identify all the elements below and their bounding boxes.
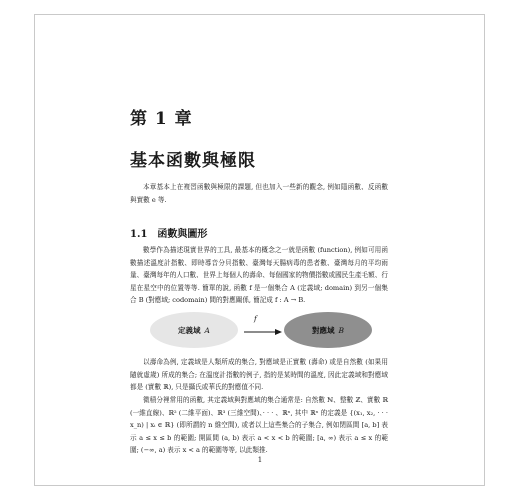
domain-var: A <box>204 325 210 335</box>
codomain-var: B <box>338 325 344 335</box>
paragraph-common-sets: 微積分裡常用的函數, 其定義域與對應域的集合通常是: 自然數 ℕ、整數 ℤ、實數 ℝ (一維直線)、ℝ² (二維平面)、ℝ³ (三維空間)、· · · 、ℝⁿ, 其中 ℝⁿ 的定義是 {(x₁, x₂, · · · x_n) | xᵢ ∈ ℝ} (即所謂的 n 維空間), 或者以上這些集合的子集合, 例如閉區間 [a, b] 表示 a ≤ x ≤ b 的範圍; 開區間 (a, b) 表示 a < x < b 的範圍; [a, ∞) 表示 a ≤ x 的範圍; (−∞, a) 表示 x < a 的範圍等等, 以此類推. <box>130 396 388 455</box>
chapter-label: 第 1 章 <box>130 109 193 129</box>
section-title: 函數與圖形 <box>157 229 208 240</box>
domain-label: 定義域 <box>178 325 201 335</box>
section-heading <box>130 225 207 240</box>
codomain-label: 對應域 <box>311 325 335 335</box>
section-number: 1.1 <box>130 229 148 240</box>
paragraph-example-lifespan: 以壽命為例, 定義域是人類所成的集合, 對應域是正實數 (壽命) 或是自然數 (如果用隨就虛歲) 所成的集合; 在溫度計指數的例子, 指的是某時間的溫度, 因此定義域和對應域都是 (實數 ℝ), 只是攝氏或華氏的對應值不同. <box>130 358 388 392</box>
arrow-right-icon <box>244 327 282 337</box>
map-label: f <box>254 314 257 323</box>
intro-paragraph: 本章基本上在複習函數與極限的課題, 但也加入一些新的觀念, 例如隱函數、反函數與實數 e 等. <box>130 183 388 204</box>
chapter-title: 基本函數與極限 <box>130 151 256 171</box>
domain-ellipse <box>150 312 238 348</box>
paragraph-function-definition: 數學作為描述現實世界的工具, 最基本的概念之一就是函數 (function), 例如可用函數描述溫度計指數、即時導音分貝指數、臺灣每天腸病毒的患者數、臺灣每月的平均雨量、臺灣每年的人口數、世界上每個人的壽命、每個國家的物價指數或國民生產毛額、行星在星空中的位置等等. 簡單的說, 函數 f 是一個集合 A (定義域; domain) 到另一個集合 B (對應域; codomain) 間的對應關係, 簡記成 f : A → B. <box>130 246 388 305</box>
mapping-diagram <box>150 312 372 348</box>
codomain-ellipse <box>284 312 372 348</box>
page-number: 1 <box>257 456 263 464</box>
